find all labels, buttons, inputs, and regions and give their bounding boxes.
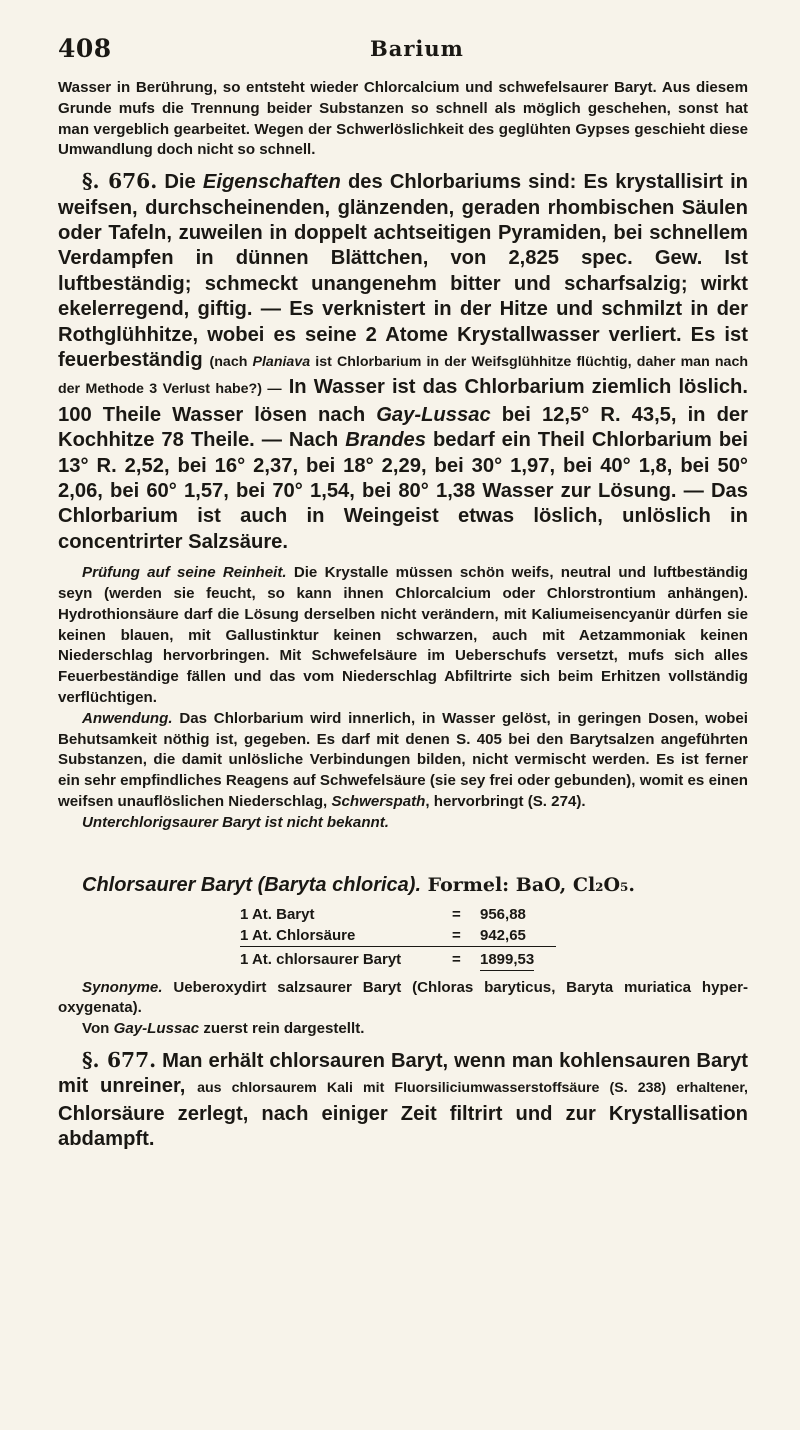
emphasis: Eigenschaften	[202, 171, 341, 194]
text-run: Das Chlorbarium wird innerlich, in Wasser gelöst, in geringen Dosen, wobei Behutsamkeit nöthig ist, gegeben. Es darf mit denen S. 405 bei den Barytsalzen angeführten Substanzen, die damit unlösliche Verbindungen bilden, nicht vermischt werden. Es ist ferner ein sehr empfindliches Reagens auf Schwefelsäure (sie sey frei oder gebunden), womit es einen weifsen unauflöslichen Niederschlag,	[58, 709, 748, 811]
row-value: 1899,53	[480, 949, 534, 971]
text-run: Man erhält chlorsauren Baryt, wenn man kohlensauren Baryt mit unreiner,	[58, 1050, 749, 1098]
text-run: , hervorbringt (S. 274).	[425, 793, 586, 811]
text-run: Die Krystalle müssen schön weifs, neutral und luftbeständig seyn (werden sie feucht, so kann ihnen Chlorcalcium oder Chlorstrontium anhängen). Hydrothionsäure darf die Lösung derselben nicht verändern, mit Kaliumeisencyanür dürfen sie keinen blauen, mit Gallustinktur keinen schwarzen, auch mit Aetzammoniak keinen Niederschlag hervorbringen. Mit Schwefelsäure im Ueberschufs versetzt, mufs sich alles Feuerbeständige fällen und das vom Niederschlag Abfiltrirte sich beim Erhitzen vollständig verflüchtigen.	[58, 564, 748, 707]
section-number: §. 677.	[82, 1048, 157, 1073]
paragraph-anwendung	[58, 709, 748, 813]
page-number: 408	[58, 34, 112, 63]
formula: Formel: BaO, Cl₂O₅.	[421, 873, 635, 896]
text-run: Die	[157, 171, 203, 194]
page-header	[58, 28, 748, 78]
compound-title: Chlorsaurer Baryt	[82, 873, 253, 896]
paragraph-unterchlorig	[58, 813, 748, 834]
text-run: Ueberoxydirt salzsaurer Baryt (Chloras baryticus, Baryta muriatica hyper-oxygenata).	[58, 978, 748, 1017]
section-676	[58, 169, 748, 555]
equals-sign: =	[452, 950, 461, 968]
book-page	[58, 28, 748, 1153]
text-run: bedarf ein Theil Chlorbarium bei 13° R. 2,52, bei 16° 2,37, bei 18° 2,29, bei 30° 1,97, bei 40° 1,8, bei 50° 2,06, bei 60° 1,57, bei 70° 1,54, bei 80° 1,38 Wasser zur Lösung. — Das Chlorbarium ist auch in Weingeist etwas löslich, unlöslich in concentrirter Salzsäure.	[58, 429, 748, 553]
atomic-weight-table	[240, 904, 580, 970]
author-name: Gay-Lussac	[376, 403, 491, 426]
author-name: Brandes	[345, 429, 427, 452]
author-name: Planiava	[252, 354, 311, 371]
emphasis: Schwerspath	[331, 793, 426, 811]
row-value: 956,88	[480, 905, 526, 923]
equals-sign: =	[452, 926, 461, 944]
latin-name: (Baryta chlorica).	[257, 873, 422, 896]
text-run: Chlorsäure zerlegt, nach einiger Zeit filtrirt und zur Krystallisation abdampft.	[58, 1102, 748, 1151]
paragraph-von	[58, 1019, 748, 1040]
paragraph-intro: Wasser in Berührung, so entsteht wieder Chlorcalcium und schwefelsaurer Baryt. Aus diesem Grunde mufs die Trennung beider Substanzen so schnell als möglich geschehen, sonst hat man vergeblich gearbeitet. Wegen der Schwerlöslichkeit des geglühten Gypses geschieht diese Umwandlung doch nicht so schnell.	[58, 79, 748, 159]
row-value: 942,65	[480, 926, 526, 944]
paragraph-pruefung	[58, 563, 748, 709]
subsection-title: Synonyme.	[82, 978, 163, 996]
unterchlorig-text: Unterchlorigsaurer Baryt ist nicht bekannt.	[82, 813, 389, 831]
text-run: (nach	[209, 354, 253, 371]
text-run: In Wasser ist das Chlorbarium ziemlich löslich. 100 Theile Wasser lösen nach	[58, 376, 748, 426]
text-run: zuerst rein dargestellt.	[199, 1020, 365, 1038]
section-number: §. 676.	[82, 169, 158, 194]
text-run: des Chlorbariums sind: Es krystallisirt in weifsen, durchscheinenden, glänzenden, geraden rhombischen Säulen oder Tafeln, zuweilen in doppelt achtseitigen Pyramiden, bei schnellem Verdampfen in dünnen Blättchen, von 2,825 spec. Gew. Ist luftbeständig; schmeckt unangenehm bitter und scharfsalzig; wirkt ekelerregend, giftig. — Es verknistert in der Hitze und schmilzt in der Rothglühhitze, wobei es seine 2 Atome Krystallwasser verliert. Es ist feuerbeständig	[58, 171, 749, 372]
section-677	[58, 1048, 748, 1153]
row-label: 1 At. Chlorsäure	[240, 926, 356, 944]
row-label: 1 At. Baryt	[240, 905, 315, 923]
parenthetical-note: aus chlorsaurem Kali mit Fluorsiliciumwasserstoffsäure (S. 238) erhaltener,	[197, 1080, 748, 1097]
text-run: bei 12,5° R. 43,5, in der Kochhitze 78 Theile. — Nach	[58, 403, 748, 452]
chlorsaurer-heading	[58, 872, 748, 898]
row-label: 1 At. chlorsaurer Baryt	[240, 950, 402, 968]
author-name: Gay-Lussac	[113, 1020, 200, 1038]
subsection-title: Prüfung auf seine Reinheit.	[82, 564, 287, 582]
table-row	[240, 904, 580, 925]
text-run: ist Chlorbarium in der Weifsglühhitze flüchtig, daher man nach der Methode 3 Verlust habe?) —	[58, 354, 749, 398]
paragraph-synonyme	[58, 978, 748, 1020]
subsection-title: Anwendung.	[82, 709, 173, 727]
table-row	[240, 925, 556, 947]
equals-sign: =	[452, 905, 461, 923]
table-row-total	[240, 949, 580, 970]
running-head: Barium	[370, 36, 464, 61]
text-run: Von	[82, 1020, 114, 1038]
